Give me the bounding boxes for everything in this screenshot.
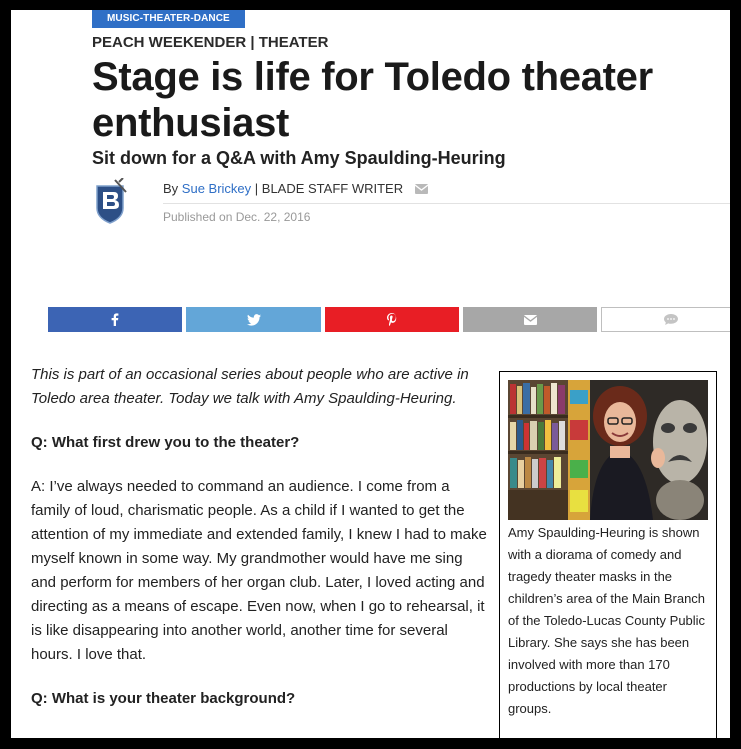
comment-icon — [664, 314, 678, 325]
share-email-button[interactable] — [463, 307, 597, 332]
byline-divider — [163, 203, 730, 204]
article-body — [31, 363, 489, 731]
question-1: Q: What first drew you to the theater? — [31, 434, 300, 451]
article-headline: Stage is life for Toledo theater enthusiast — [92, 55, 653, 145]
facebook-icon — [111, 313, 119, 326]
answer-1: A: I’ve always needed to command an audience. I come from a family of loud, charismatic people. As a child if I wanted to get the attention of my immediate and extended family, I knew I had to make myself known in some way. My grandmother would have me sing and perform for members of her organ club. Later, I loved acting and directing as a means of escape. Even now, when I go to rehearsal, it is like disappearing into another world, another time for several hours. I love that. — [31, 478, 487, 663]
article-subhead: Sit down for a Q&A with Amy Spaulding-Heuring — [92, 148, 506, 168]
article-page — [11, 10, 730, 738]
blade-logo-icon — [93, 178, 127, 224]
share-pinterest-button[interactable] — [325, 307, 459, 332]
comments-button[interactable] — [601, 307, 730, 332]
photo-caption: Amy Spaulding-Heuring is shown with a diorama of comedy and tragedy theater masks in the children’s area of the Main Branch of the Toledo-Lucas County Public Library. She says she has been involved with more than 170 productions by local theater groups. — [508, 525, 706, 716]
share-facebook-button[interactable] — [48, 307, 182, 332]
twitter-icon — [247, 314, 261, 326]
pinterest-icon — [387, 313, 397, 326]
share-twitter-button[interactable] — [186, 307, 321, 332]
photo-sidebar — [499, 371, 717, 738]
envelope-icon — [524, 315, 537, 325]
section-kicker[interactable]: PEACH WEEKENDER | THEATER — [92, 34, 329, 51]
article-photo[interactable] — [508, 380, 708, 520]
email-author-icon[interactable] — [415, 182, 428, 197]
question-2: Q: What is your theater background? — [31, 690, 296, 707]
byline-prefix: By — [163, 181, 179, 196]
author-role: | BLADE STAFF WRITER — [251, 181, 404, 196]
publish-date: Published on Dec. 22, 2016 — [163, 210, 311, 224]
author-link[interactable]: Sue Brickey — [181, 181, 252, 196]
category-tag[interactable]: MUSIC-THEATER-DANCE — [92, 10, 245, 28]
byline — [163, 181, 428, 197]
article-intro: This is part of an occasional series about people who are active in Toledo area theater. Today we talk with Amy Spaulding-Heuring. — [31, 366, 469, 407]
